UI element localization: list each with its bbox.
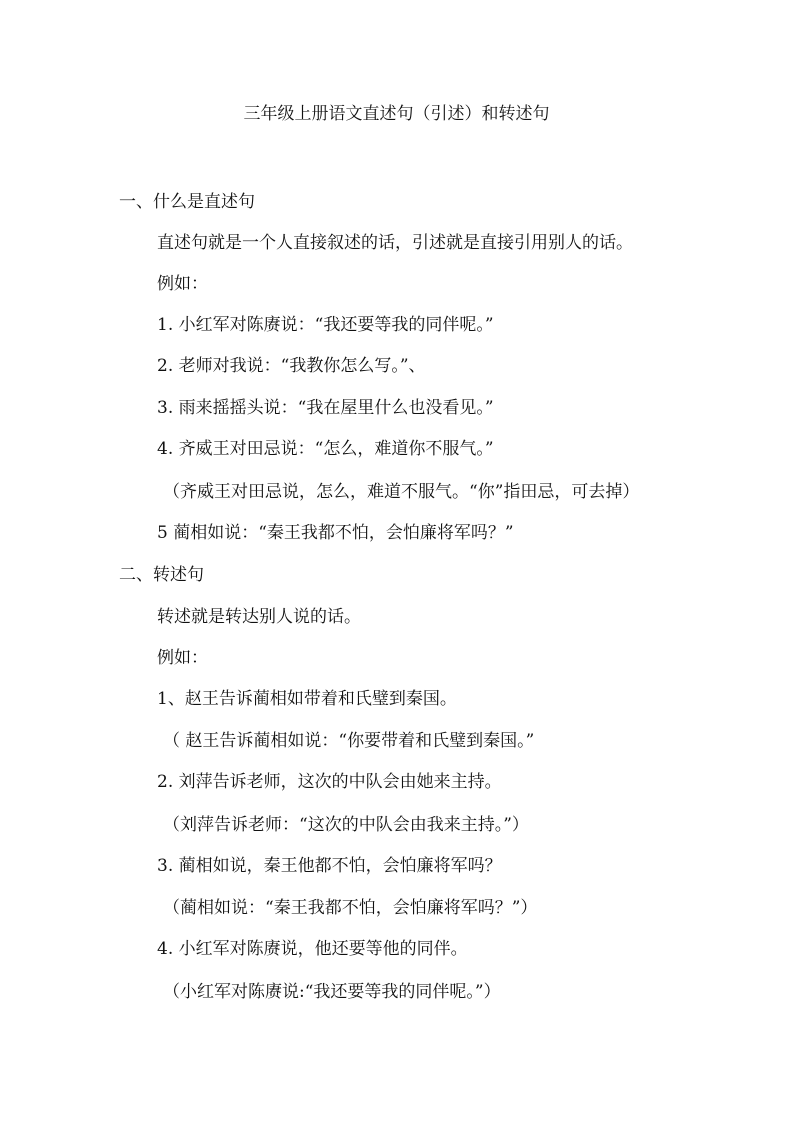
example-note: （蔺相如说：“秦王我都不怕，会怕廉将军吗？”）: [163, 898, 538, 918]
example-line: 2. 刘萍告诉老师，这次的中队会由她来主持。: [157, 772, 502, 792]
example-label: 例如：: [157, 648, 208, 668]
document-title: 三年级上册语文直述句（引述）和转述句: [243, 104, 550, 124]
definition-text: 直述句就是一个人直接叙述的话，引述就是直接引用别人的话。: [157, 233, 633, 253]
definition-text: 转述就是转达别人说的话。: [157, 607, 361, 627]
example-line: 4. 齐威王对田忌说：“怎么，难道你不服气。”: [157, 439, 494, 459]
example-note: （刘萍告诉老师：“这次的中队会由我来主持。”）: [163, 815, 529, 835]
example-note: （ 赵王告诉蔺相如说：“你要带着和氏璧到秦国。”: [163, 731, 535, 751]
example-line: 2. 老师对我说：“我教你怎么写。”、: [157, 356, 426, 376]
example-note: （小红军对陈赓说:“我还要等我的同伴呢。”）: [163, 982, 501, 1002]
section-heading: 二、转述句: [119, 565, 204, 585]
example-line: 3. 蔺相如说，秦王他都不怕，会怕廉将军吗？: [157, 856, 502, 876]
section-heading: 一、什么是直述句: [119, 192, 255, 212]
example-label: 例如：: [157, 274, 208, 294]
example-line: 3. 雨来摇摇头说：“我在屋里什么也没看见。”: [157, 398, 494, 418]
example-line: 4. 小红军对陈赓说，他还要等他的同伴。: [157, 939, 468, 959]
example-line: 1、赵王告诉蔺相如带着和氏璧到秦国。: [157, 689, 457, 709]
example-line: 1. 小红军对陈赓说：“我还要等我的同伴呢。”: [157, 315, 494, 335]
example-note: （齐威王对田忌说，怎么，难道不服气。“你”指田忌，可去掉）: [163, 482, 640, 502]
example-line: 5 蔺相如说：“秦王我都不怕，会怕廉将军吗？”: [157, 523, 514, 543]
